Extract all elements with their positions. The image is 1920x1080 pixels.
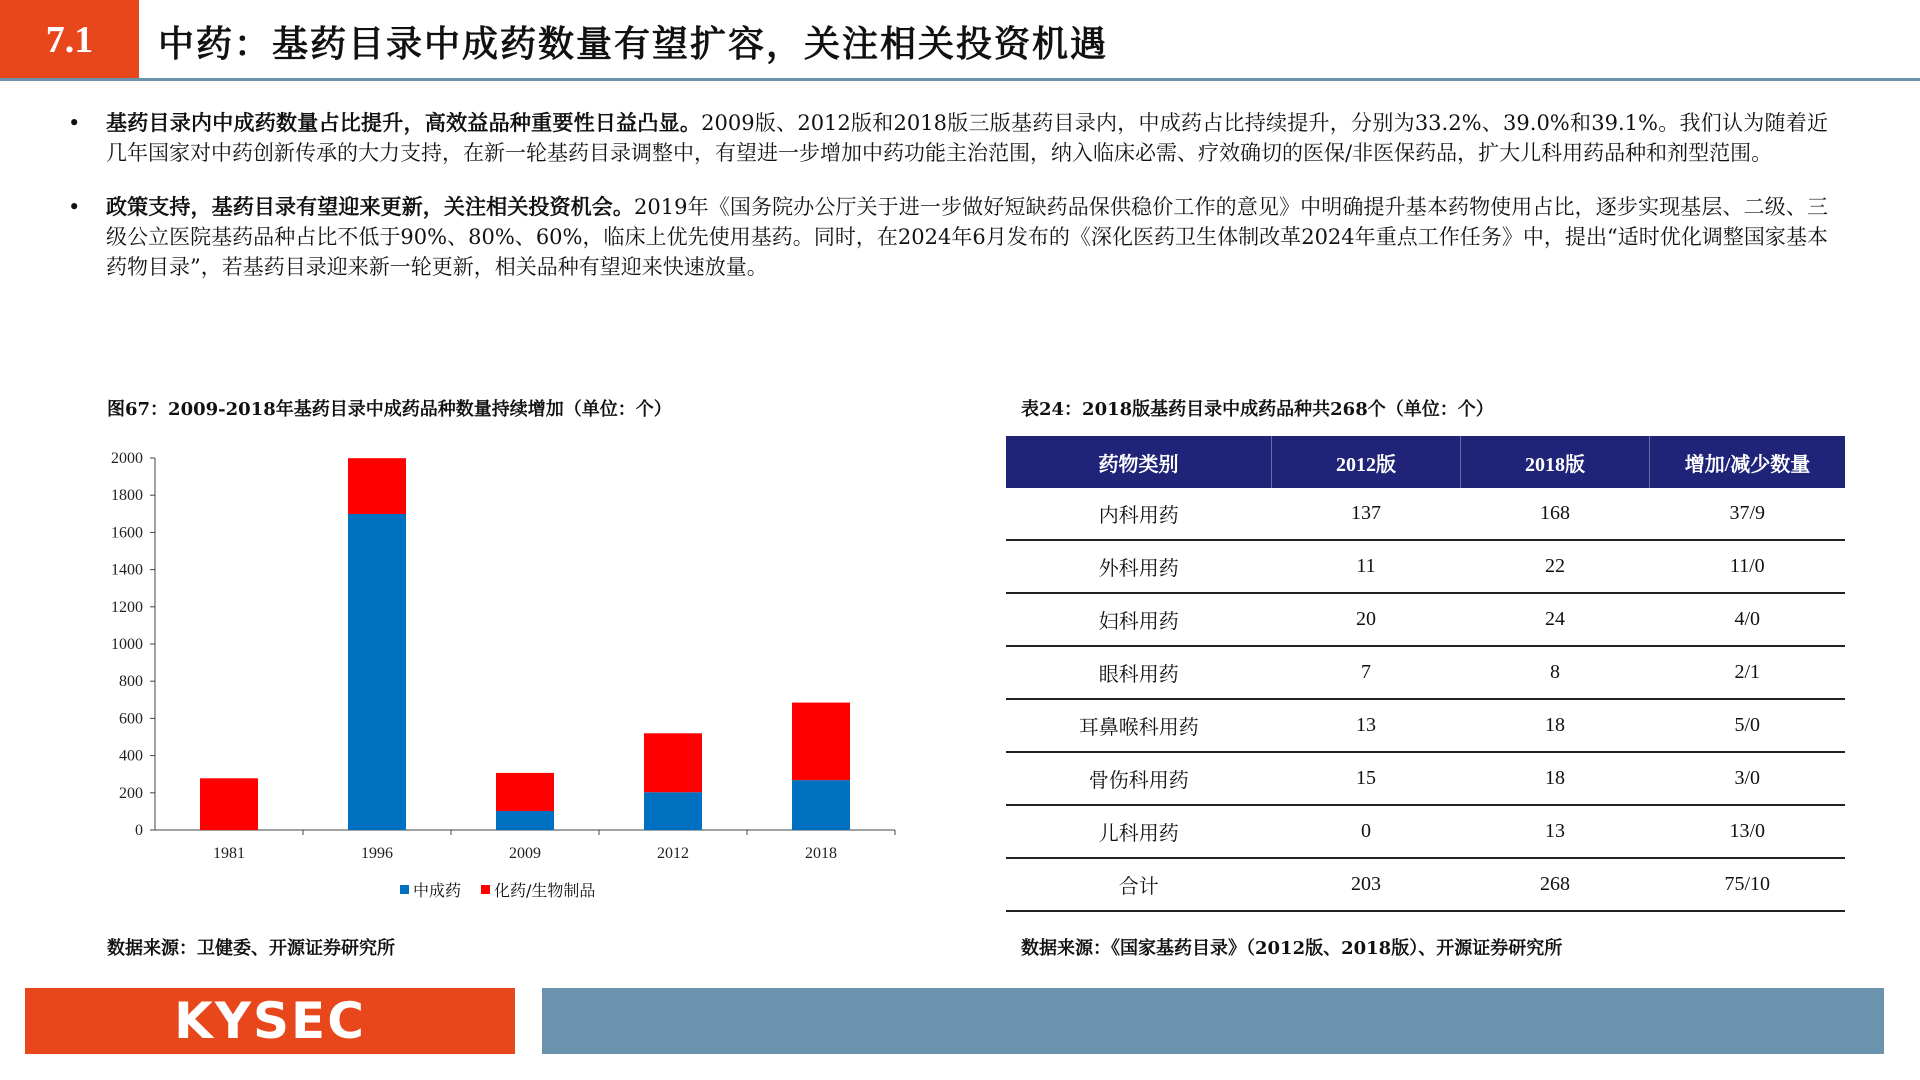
table-row: [1006, 858, 1845, 911]
bullet-text: 2019年《国务院办公厅关于进一步做好短缺药品保供稳价工作的意见》中明确提升基本药物使用占比，逐步实现基层、二级、三级公立医院基药品种占比不低于90%、80%、60%，临床上优先使用基药。同时，在2024年6月发布的《深化医药卫生体制改革2024年重点工作任务》中，提出“适时优化调整国家基本药物目录”，若基药目录迎来新一轮更新，相关品种有望迎来快速放量。: [106, 195, 1828, 279]
section-number: 7.1: [0, 0, 139, 80]
chart-legend: [400, 878, 595, 901]
table-header-cell: 2018版: [1461, 436, 1650, 488]
table-row: [1006, 540, 1845, 593]
x-tick-label: 1981: [213, 845, 245, 862]
x-tick-label: 2009: [509, 845, 541, 862]
bullet-dot: •: [68, 111, 81, 135]
kysec-logo: [25, 988, 515, 1054]
y-tick-label: 1600: [111, 524, 143, 542]
figure-title: 图67：2009-2018年基药目录中成药品种数量持续增加（单位：个）: [107, 399, 672, 420]
bar-segment: [496, 811, 554, 830]
legend-label: 化药/生物制品: [494, 881, 596, 900]
table-cell: 11/0: [1650, 540, 1846, 593]
table-cell: 168: [1461, 488, 1650, 540]
table-cell: 13: [1272, 699, 1461, 752]
title-divider: [0, 78, 1920, 81]
table-source: 数据来源：《国家基药目录》（2012版、2018版）、开源证券研究所: [1021, 938, 1563, 959]
bullet-heading: 基药目录内中成药数量占比提升，高效益品种重要性日益凸显。: [106, 110, 702, 135]
table-cell: 203: [1272, 858, 1461, 911]
table-cell: 妇科用药: [1006, 593, 1272, 646]
x-tick-label: 1996: [361, 845, 393, 862]
drug-category-table: [1006, 436, 1845, 912]
table-header-cell: 2012版: [1272, 436, 1461, 488]
chart-canvas: [80, 440, 920, 880]
bar-segment: [792, 780, 850, 830]
table-cell: 22: [1461, 540, 1650, 593]
table-cell: 4/0: [1650, 593, 1846, 646]
y-tick-label: 1400: [111, 561, 143, 579]
table-cell: 耳鼻喉科用药: [1006, 699, 1272, 752]
bullet-dot: •: [68, 195, 81, 219]
table-row: [1006, 488, 1845, 540]
y-tick-label: 2000: [111, 450, 143, 467]
figure-source: 数据来源：卫健委、开源证券研究所: [107, 938, 395, 959]
bar-segment: [348, 514, 406, 830]
bar-segment: [644, 733, 702, 792]
table-cell: 24: [1461, 593, 1650, 646]
bullet-text: 2009版、2012版和2018版三版基药目录内，中成药占比持续提升，分别为33.2%、39.0%和39.1%。我们认为随着近几年国家对中药创新传承的大力支持，在新一轮基药目录调整中，有望进一步增加中药功能主治范围，纳入临床必需、疗效确切的医保/非医保药品，扩大儿科用药品种和剂型范围。: [106, 111, 1829, 165]
bullet-item-2: [68, 192, 1828, 282]
table-header-cell: 增加/减少数量: [1650, 436, 1846, 488]
legend-swatch: [400, 885, 409, 894]
y-tick-label: 1000: [111, 636, 143, 653]
table-header-row: [1006, 436, 1845, 488]
table-row: [1006, 646, 1845, 699]
table-cell: 13/0: [1650, 805, 1846, 858]
bar-segment: [644, 792, 702, 830]
x-tick-label: 2012: [657, 845, 689, 862]
table-cell: 18: [1461, 752, 1650, 805]
bar-segment: [496, 773, 554, 811]
bar-chart: [80, 440, 920, 880]
table-cell: 37/9: [1650, 488, 1846, 540]
table-row: [1006, 699, 1845, 752]
page-title: 中药：基药目录中成药数量有望扩容，关注相关投资机遇: [158, 23, 1109, 65]
table-row: [1006, 752, 1845, 805]
y-tick-label: 600: [119, 710, 143, 728]
table-cell: 内科用药: [1006, 488, 1272, 540]
footer-bar: [542, 988, 1884, 1054]
table-row: [1006, 593, 1845, 646]
table-cell: 11: [1272, 540, 1461, 593]
table-header-cell: 药物类别: [1006, 436, 1272, 488]
table-cell: 5/0: [1650, 699, 1846, 752]
y-tick-label: 400: [119, 747, 143, 765]
y-tick-label: 200: [119, 784, 143, 802]
table-cell: 20: [1272, 593, 1461, 646]
table-row: [1006, 805, 1845, 858]
bar-segment: [348, 458, 406, 514]
table-cell: 7: [1272, 646, 1461, 699]
legend-item: [481, 878, 595, 901]
table-cell: 268: [1461, 858, 1650, 911]
table-cell: 8: [1461, 646, 1650, 699]
y-tick-label: 0: [135, 822, 143, 839]
table-cell: 15: [1272, 752, 1461, 805]
table-title: 表24：2018版基药目录中成药品种共268个（单位：个）: [1021, 399, 1494, 420]
table-cell: 眼科用药: [1006, 646, 1272, 699]
y-tick-label: 1200: [111, 598, 143, 616]
legend-label: 中成药: [413, 881, 462, 900]
legend-swatch: [481, 885, 490, 894]
table-cell: 3/0: [1650, 752, 1846, 805]
table-cell: 75/10: [1650, 858, 1846, 911]
table-cell: 18: [1461, 699, 1650, 752]
legend-item: [400, 878, 461, 901]
bullet-heading: 政策支持，基药目录有望迎来更新，关注相关投资机会。: [106, 194, 635, 219]
table-cell: 儿科用药: [1006, 805, 1272, 858]
table-cell: 0: [1272, 805, 1461, 858]
x-tick-label: 2018: [805, 845, 837, 862]
y-tick-label: 1800: [111, 487, 143, 505]
logo-text: KYSEC: [174, 992, 366, 1050]
table-cell: 137: [1272, 488, 1461, 540]
table-cell: 合计: [1006, 858, 1272, 911]
bar-segment: [792, 703, 850, 781]
y-tick-label: 800: [119, 673, 143, 691]
table-cell: 骨伤科用药: [1006, 752, 1272, 805]
table-cell: 外科用药: [1006, 540, 1272, 593]
bullet-item-1: [68, 108, 1828, 168]
table-cell: 13: [1461, 805, 1650, 858]
bar-segment: [200, 778, 258, 830]
bullet-list: [68, 108, 1828, 306]
table-cell: 2/1: [1650, 646, 1846, 699]
